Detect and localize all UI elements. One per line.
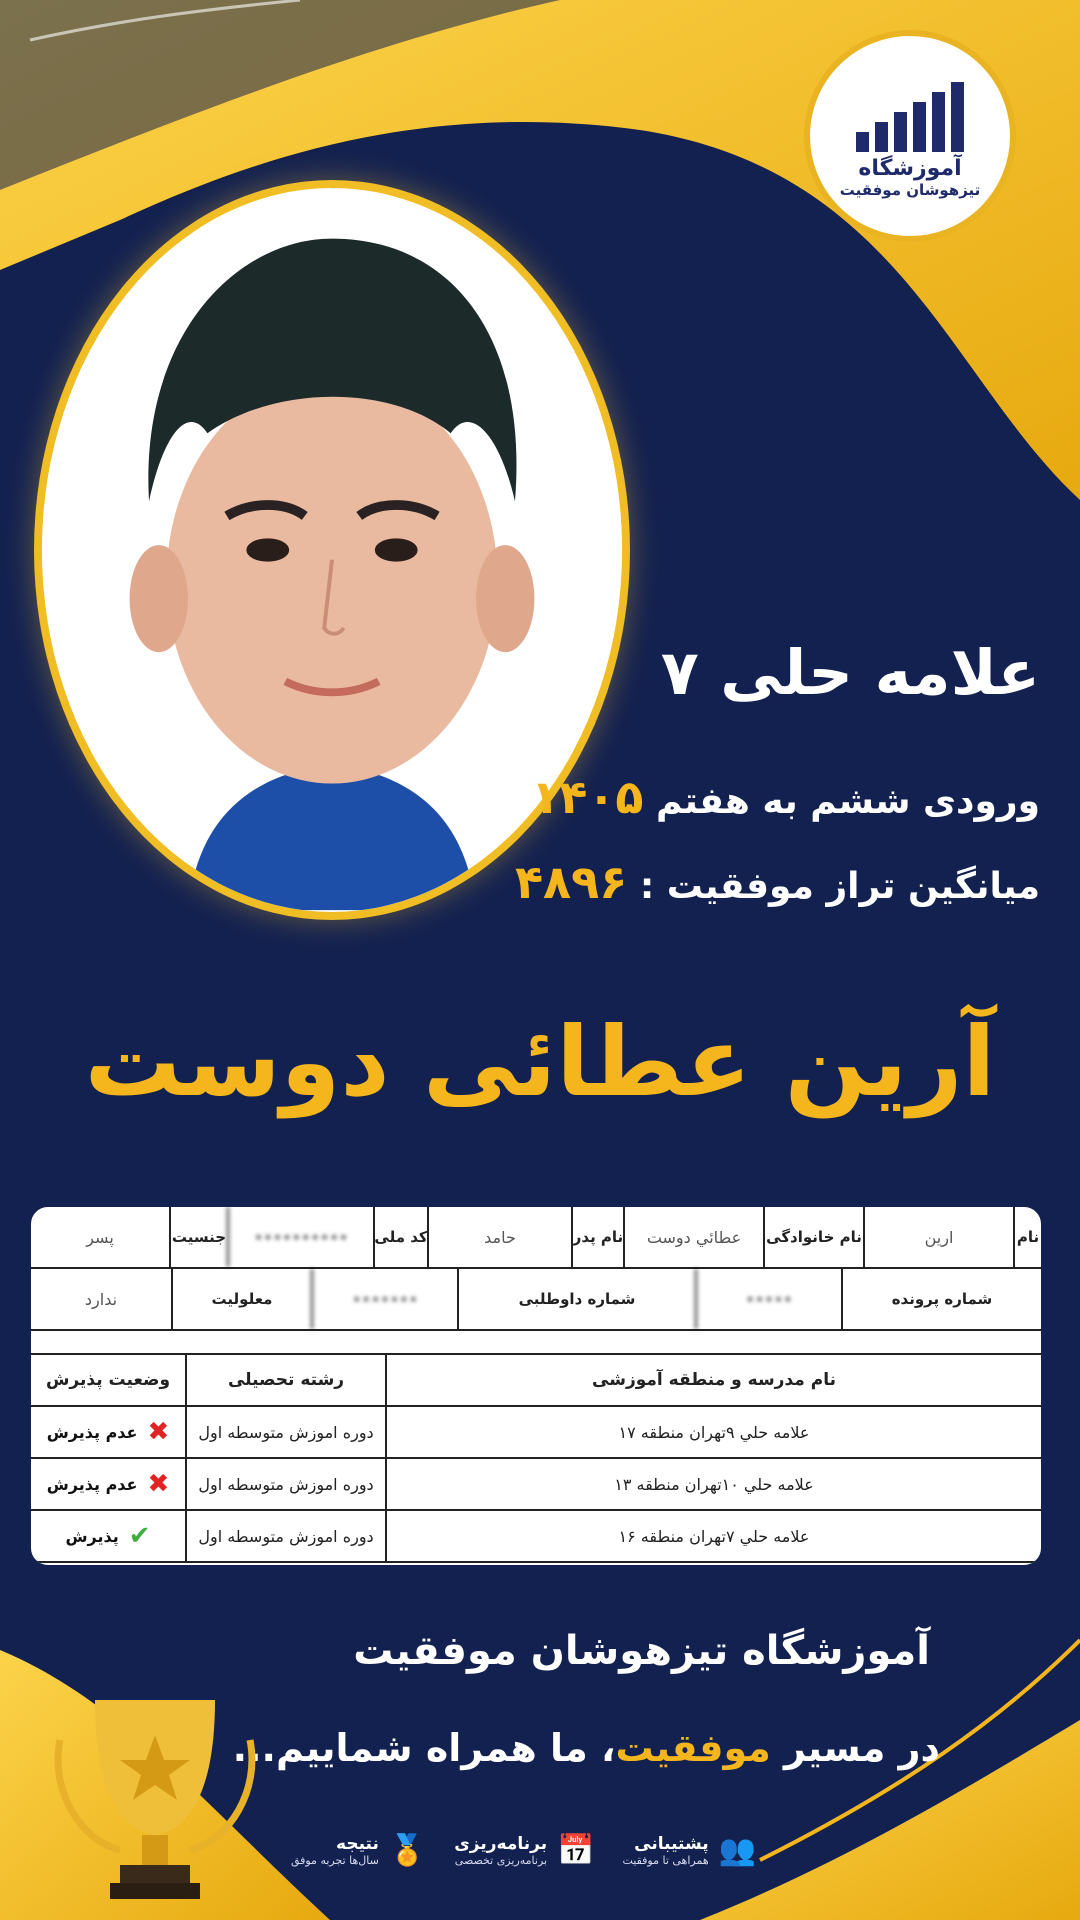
reject-x-icon: ✖ xyxy=(147,1417,170,1447)
status-text: عدم پذیرش xyxy=(46,1474,138,1494)
academy-logo xyxy=(804,30,1016,242)
student-name: آرین عطائی دوست xyxy=(84,1006,996,1118)
gender-value: پسر xyxy=(86,1227,114,1247)
row-field: دوره اموزش متوسطه اول xyxy=(185,1511,385,1561)
candidate-label: شماره داوطلبی xyxy=(457,1269,695,1329)
feature-planning xyxy=(454,1820,594,1880)
row-status xyxy=(31,1511,185,1561)
family-label: نام خانوادگی xyxy=(763,1207,863,1267)
row-field: دوره اموزش متوسطه اول xyxy=(185,1459,385,1509)
entry-year: ۱۴۰۵ xyxy=(531,770,644,824)
row-school: علامه حلي ۱۰تهران منطقه ۱۳ xyxy=(385,1459,1041,1509)
row-status xyxy=(31,1407,185,1457)
status-text: عدم پذیرش xyxy=(46,1422,138,1442)
father-label: نام پدر xyxy=(571,1207,623,1267)
header-status: وضعیت پذیرش xyxy=(45,1370,171,1390)
feature-subtitle: برنامه‌ریزی تخصصی xyxy=(454,1853,548,1867)
growth-bars-icon xyxy=(856,82,964,152)
calendar-icon: 📅 xyxy=(557,1832,595,1868)
slogan-start: در مسیر xyxy=(784,1726,940,1770)
row-school: علامه حلي ۷تهران منطقه ۱۶ xyxy=(385,1511,1041,1561)
table-row xyxy=(31,1509,1041,1563)
entry-line xyxy=(531,770,1040,824)
admission-card xyxy=(28,1204,1044,1568)
father-value: حامد xyxy=(427,1207,571,1267)
gender-label: جنسیت xyxy=(169,1207,227,1267)
candidate-value: ••••••• xyxy=(311,1269,457,1329)
family-value: عطائي دوست xyxy=(623,1207,763,1267)
average-line xyxy=(515,855,1040,909)
row-school: علامه حلي ۹تهران منطقه ۱۷ xyxy=(385,1407,1041,1457)
row-status xyxy=(31,1459,185,1509)
info-row-2 xyxy=(31,1269,1041,1331)
average-value: ۴۸۹۶ xyxy=(514,855,628,909)
table-row xyxy=(31,1405,1041,1457)
average-label: میانگین تراز موفقیت : xyxy=(639,866,1040,907)
header-school: نام مدرسه و منطقه آموزشی xyxy=(385,1355,1041,1405)
disability-label: معلولیت xyxy=(171,1269,311,1329)
file-value: ••••• xyxy=(695,1269,841,1329)
support-people-icon: 👥 xyxy=(718,1832,756,1868)
table-row xyxy=(31,1457,1041,1509)
feature-title: پشتیبانی xyxy=(634,1833,709,1854)
national-id-label: کد ملی xyxy=(373,1207,427,1267)
medal-icon: 🏅 xyxy=(388,1832,427,1868)
feature-title: برنامه‌ریزی xyxy=(454,1833,548,1854)
header-field: رشته تحصیلی xyxy=(185,1355,385,1405)
accept-check-icon: ✔ xyxy=(128,1521,151,1551)
features-bar xyxy=(256,1820,756,1880)
entry-label: ورودی ششم به هفتم xyxy=(656,781,1040,822)
feature-subtitle: سال‌ها تجربه موفق xyxy=(290,1853,379,1867)
feature-result xyxy=(291,1820,426,1880)
feature-support xyxy=(622,1820,756,1880)
first-name-label: نام xyxy=(1013,1207,1041,1267)
row-field: دوره اموزش متوسطه اول xyxy=(185,1407,385,1457)
logo-title: آموزشگاه xyxy=(858,155,962,181)
trophy-icon xyxy=(40,1680,270,1910)
first-name-value: ارین xyxy=(863,1207,1013,1267)
reject-x-icon: ✖ xyxy=(147,1469,170,1499)
admission-table xyxy=(31,1353,1041,1563)
slogan-highlight: موفقیت xyxy=(615,1726,771,1770)
info-row-1 xyxy=(31,1207,1041,1269)
slogan-end: ، ما همراه شماییم... xyxy=(232,1726,616,1770)
academy-name: آموزشگاه تیزهوشان موفقیت xyxy=(353,1628,930,1674)
slogan xyxy=(233,1726,940,1770)
file-label: شماره پرونده xyxy=(841,1269,1041,1329)
logo-subtitle: تیزهوشان موفقیت xyxy=(839,180,981,199)
feature-subtitle: همراهی تا موفقیت xyxy=(622,1853,709,1867)
table-header xyxy=(31,1353,1041,1405)
disability-value: ندارد xyxy=(84,1289,118,1309)
national-id-value: •••••••••• xyxy=(227,1207,373,1267)
status-text: پذیرش xyxy=(65,1526,119,1546)
school-title: علامه حلی ۷ xyxy=(660,636,1040,709)
feature-title: نتیجه xyxy=(336,1833,379,1854)
